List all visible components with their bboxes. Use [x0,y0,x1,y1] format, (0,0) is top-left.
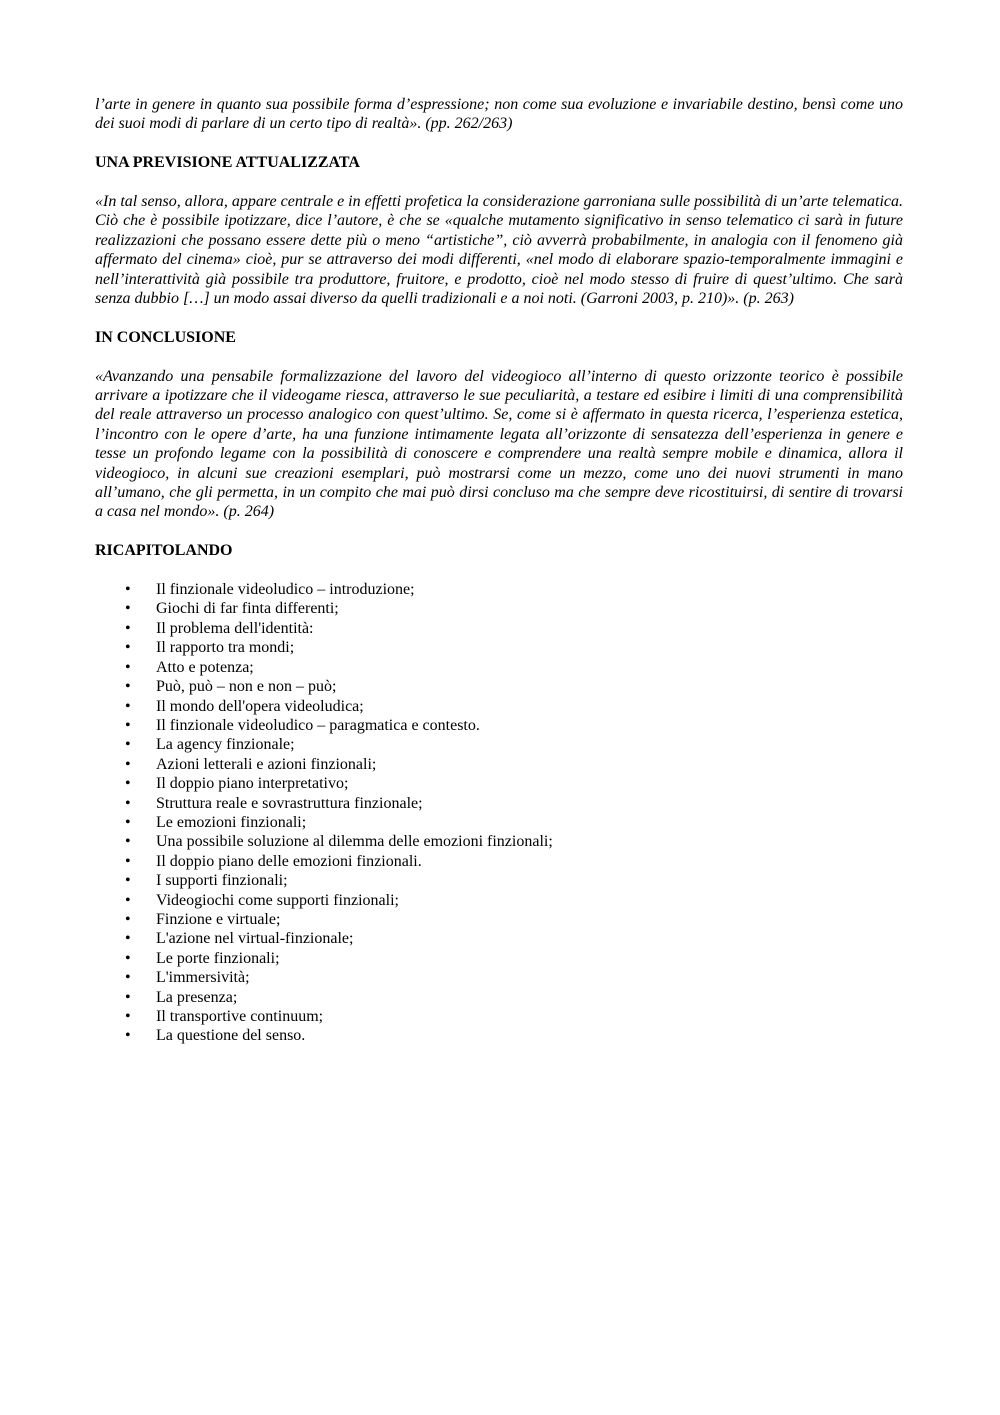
bullet-icon: • [125,581,131,599]
list-item [95,735,903,754]
bullet-icon: • [125,891,131,909]
list-item-text: Struttura reale e sovrastruttura finzionale; [156,794,423,812]
bullet-icon: • [125,716,131,734]
spacer [95,308,903,327]
bullet-icon: • [125,639,131,657]
bullet-icon: • [125,755,131,773]
list-item [95,677,903,696]
list-item [95,813,903,832]
list-item [95,910,903,929]
list-item [95,988,903,1007]
bullet-icon: • [125,833,131,851]
spacer [95,522,903,541]
list-item [95,968,903,987]
recap-list [95,580,903,1046]
list-item-text: Azioni letterali e azioni finzionali; [156,755,377,773]
bullet-icon: • [125,600,131,618]
previsione-paragraph: «In tal senso, allora, appare centrale e in effetti profetica la considerazione garroniana sulle possibilità di un’arte telematica. Ciò che è possibile ipotizzare, dice l’autore, è che se «qualche mutamento significativo in senso telematico ci sarà in future realizzazioni che possano essere dette più o meno “artistiche”, ciò avverrà probabilmente, in analogia con il fenomeno già affermato del cinema» cioè, pur se attraverso dei modi differenti, «nel modo di elaborare spazio-temporalmente immagini e nell’interattività già possibile tra produttore, fruitore, e prodotto, cioè nel modo stesso di fruire di quest’ultimo. Che sarà senza dubbio […] un modo assai diverso da quelli tradizionali e a noi noti. (Garroni 2003, p. 210)». (p. 263) [95,193,903,308]
list-item [95,755,903,774]
list-item-text: Il mondo dell'opera videoludica; [156,697,364,715]
list-item-text: Il doppio piano interpretativo; [156,775,349,793]
list-item-text: L'immersività; [156,969,250,987]
list-item [95,658,903,677]
list-item-text: Giochi di far finta differenti; [156,600,339,618]
list-item [95,794,903,813]
bullet-icon: • [125,852,131,870]
bullet-icon: • [125,813,131,831]
list-item [95,832,903,851]
list-item [95,1007,903,1026]
list-item-text: Può, può – non e non – può; [156,678,337,696]
list-item-text: Finzione e virtuale; [156,910,281,928]
list-item [95,852,903,871]
list-item-text: Le porte finzionali; [156,949,280,967]
document-page [95,95,903,1046]
list-item-text: Atto e potenza; [156,658,254,676]
spacer [95,561,903,580]
bullet-icon: • [125,872,131,890]
list-item [95,599,903,618]
bullet-icon: • [125,930,131,948]
list-item [95,580,903,599]
bullet-icon: • [125,949,131,967]
spacer [95,173,903,192]
bullet-icon: • [125,794,131,812]
list-item-text: La questione del senso. [156,1027,306,1045]
list-item [95,619,903,638]
bullet-icon: • [125,969,131,987]
bullet-icon: • [125,1008,131,1025]
list-item [95,871,903,890]
list-item-text: L'azione nel virtual-finzionale; [156,930,354,948]
spacer [95,347,903,366]
list-item [95,891,903,910]
bullet-icon: • [125,775,131,793]
list-item-text: I supporti finzionali; [156,872,288,890]
list-item [95,929,903,948]
list-item [95,638,903,657]
bullet-icon: • [125,910,131,928]
list-item [95,697,903,716]
list-item-text: Una possibile soluzione al dilemma delle emozioni finzionali; [156,833,553,851]
list-item-text: Il problema dell'identità: [156,619,314,637]
list-item-text: Il finzionale videoludico – paragmatica e contesto. [156,716,480,734]
list-item-text: Il finzionale videoludico – introduzione; [156,581,415,599]
bullet-icon: • [125,619,131,637]
bullet-icon: • [125,697,131,715]
list-item-text: Videogiochi come supporti finzionali; [156,891,399,909]
heading-ricapitolando: RICAPITOLANDO [95,542,233,560]
list-item [95,949,903,968]
list-item [95,774,903,793]
list-item-text: La presenza; [156,988,238,1006]
list-item [95,1026,903,1045]
list-item-text: Il rapporto tra mondi; [156,639,295,657]
bullet-icon: • [125,1027,131,1045]
spacer [95,134,903,153]
list-item [95,716,903,735]
intro-paragraph: l’arte in genere in quanto sua possibile forma d’espressione; non come sua evoluzione e invariabile destino, bensì come uno dei suoi modi di parlare di un certo tipo di realtà». (pp. 262/263) [95,96,903,133]
list-item-text: La agency finzionale; [156,736,295,754]
bullet-icon: • [125,658,131,676]
heading-conclusione: IN CONCLUSIONE [95,328,236,346]
bullet-icon: • [125,988,131,1006]
bullet-icon: • [125,678,131,696]
heading-previsione: UNA PREVISIONE ATTUALIZZATA [95,154,360,172]
bullet-icon: • [125,736,131,754]
list-item-text: Il doppio piano delle emozioni finzionali. [156,852,422,870]
conclusione-paragraph: «Avanzando una pensabile formalizzazione del lavoro del videogioco all’interno di questo orizzonte teorico è possibile arrivare a ipotizzare che il videogame riesca, attraverso le sue peculiarità, a testare ed esibire i limiti di una comprensibilità del reale attraverso un processo analogico con quest’ultimo. Se, come si è affermato in questa ricerca, l’esperienza estetica, l’incontro con le opere d’arte, ha una funzione intimamente legata all’orizzonte di sensatezza dell’esperienza in genere e tesse un profondo legame con la possibilità di conoscere e comprendere una realtà sempre mobile e dinamica, allora il videogioco, in alcuni sue creazioni esemplari, può mostrarsi come un mezzo, come uno dei nuovi strumenti in mano all’umano, che gli permetta, in un compito che mai può dirsi concluso ma che sempre deve ricostituirsi, di sentire di trovarsi a casa nel mondo». (p. 264) [95,367,903,521]
list-item-text: Il transportive continuum; [156,1008,324,1025]
list-item-text: Le emozioni finzionali; [156,813,307,831]
